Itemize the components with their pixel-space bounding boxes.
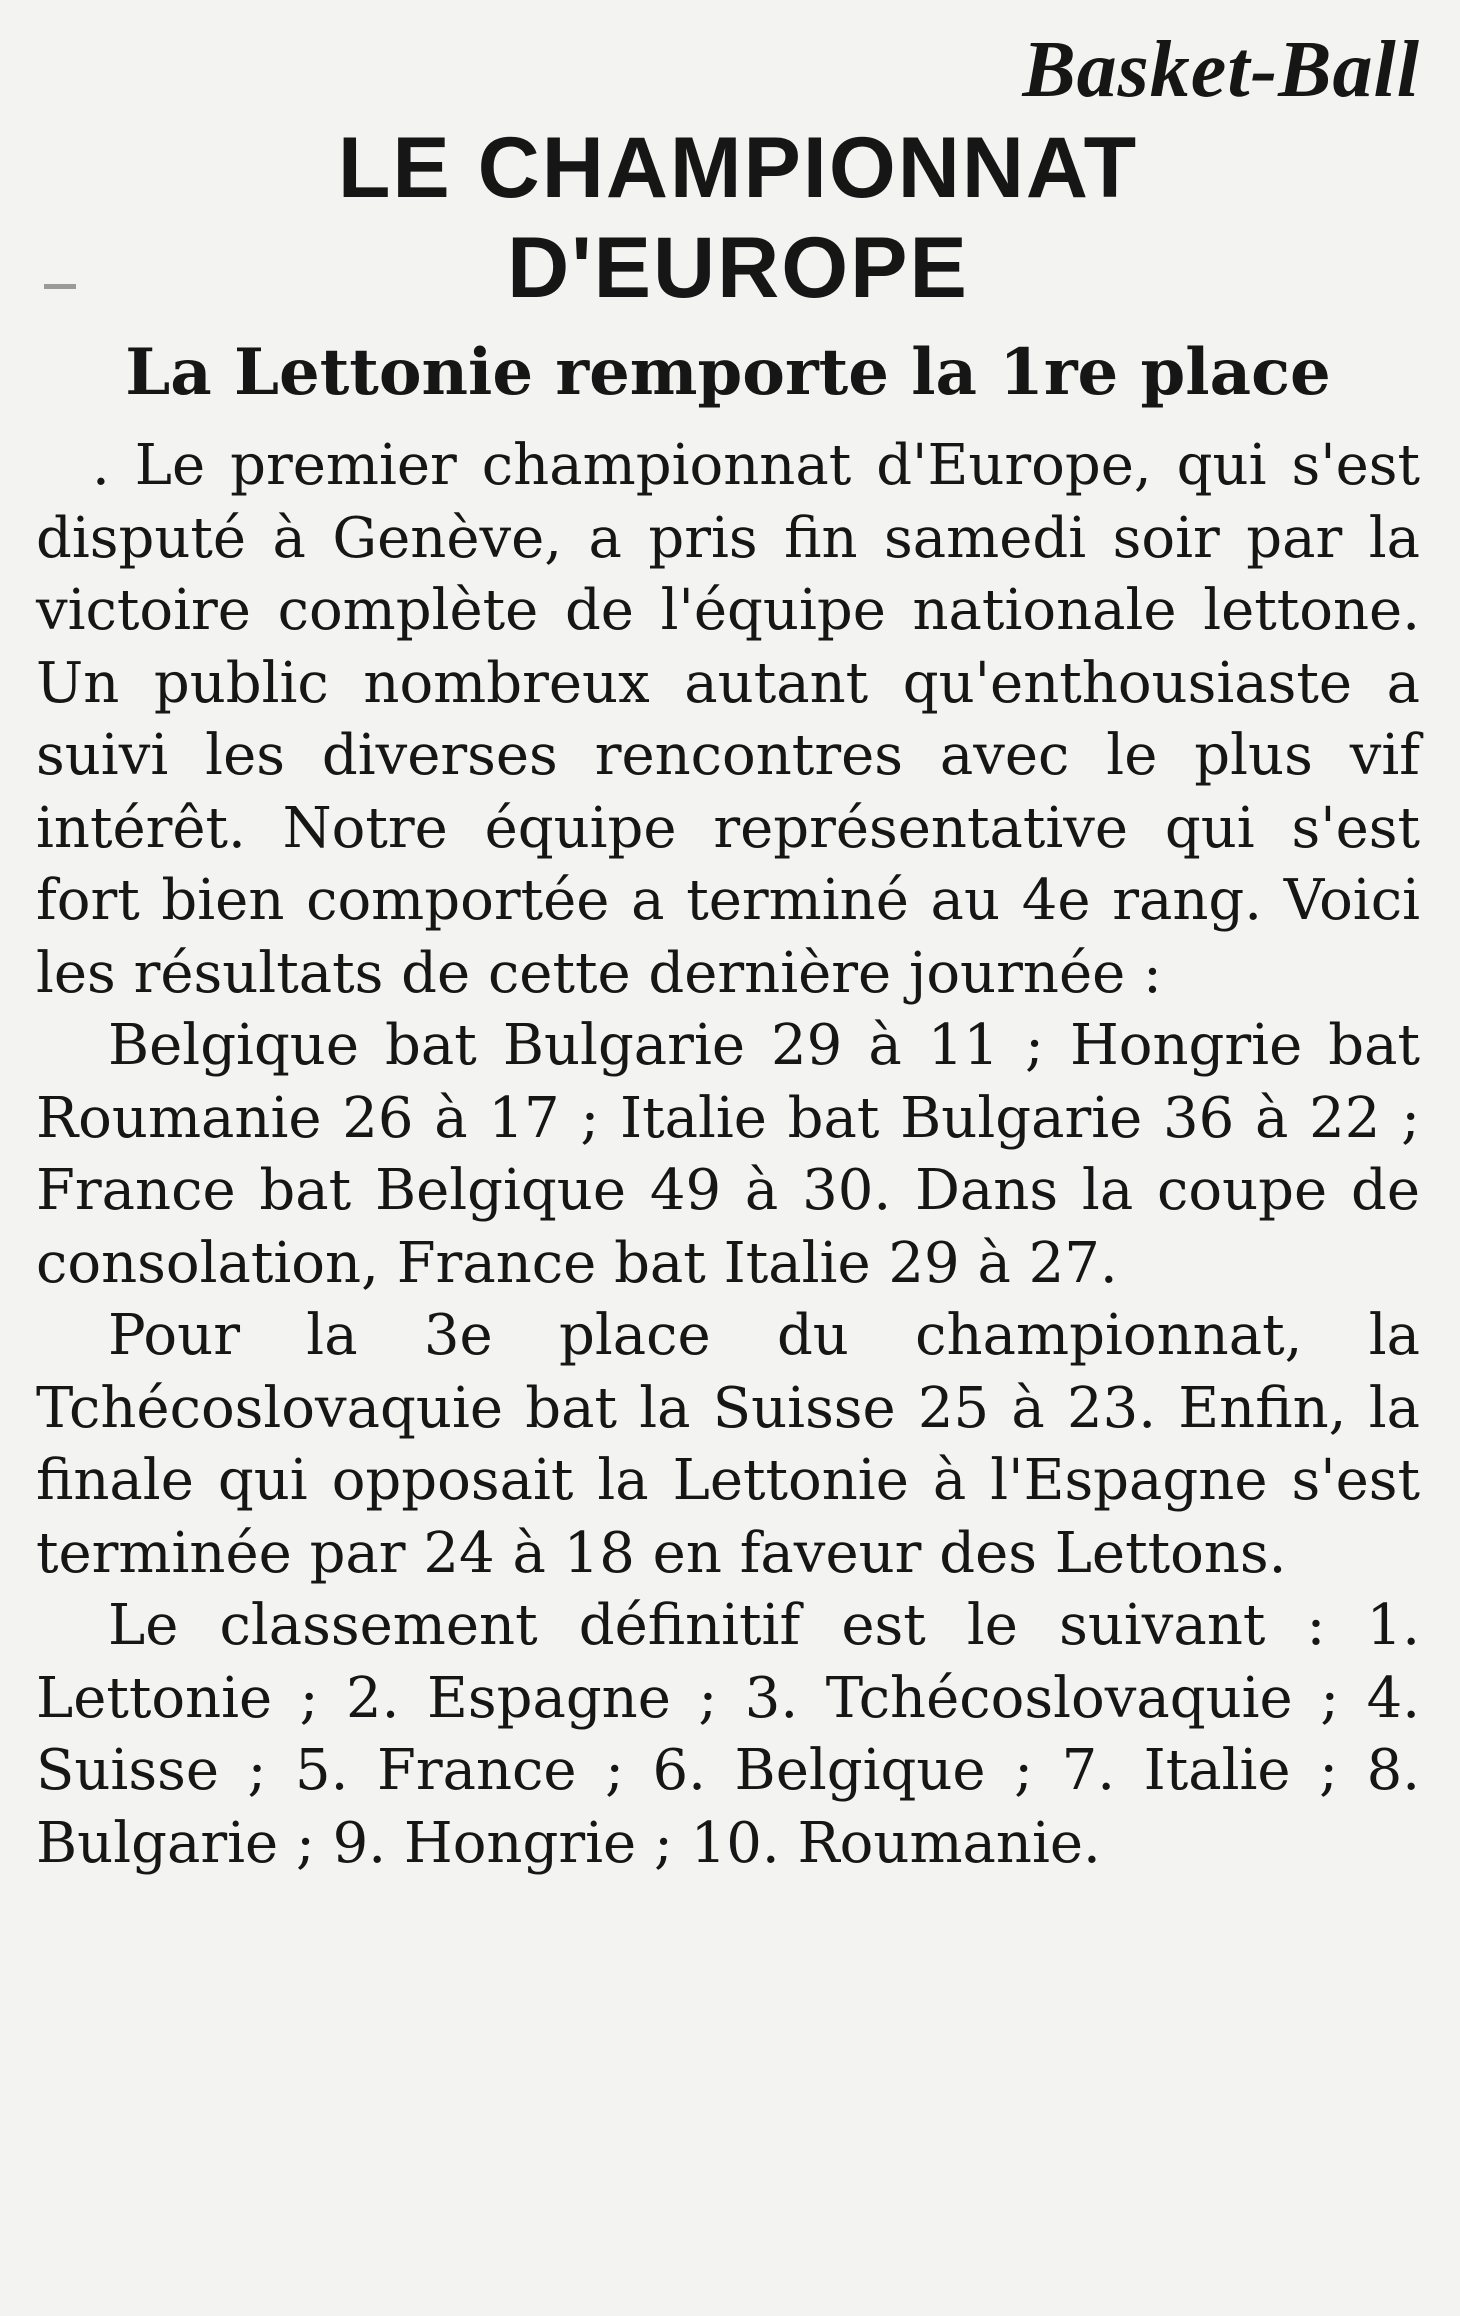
paragraph-final: Pour la 3e place du championnat, la Tchécoslovaquie bat la Suisse 25 à 23. Enfin, la finale qui opposait la Lettonie à l'Espagne s'est terminée par 24 à 18 en faveur des Lettons. [36,1303,1420,1586]
paragraph-results: Belgique bat Bulgarie 29 à 11 ; Hongrie bat Roumanie 26 à 17 ; Italie bat Bulgarie 36 à 22 ; France bat Belgique 49 à 30. Dans la coupe de consolation, France bat Italie 29 à 27. [36,1013,1420,1296]
headline [36,118,1420,318]
headline-line-1: LE CHAMPIONNAT [337,120,1139,216]
paragraph-intro: . Le premier championnat d'Europe, qui s'est disputé à Genève, a pris fin samedi soir par la victoire complète de l'équipe nationale lettone. Un public nombreux autant qu'enthousiaste a suivi les diverses rencontres avec le plus vif intérêt. Notre équipe représentative qui s'est fort bien comportée a terminé au 4e rang. Voici les résultats de cette dernière journée : [36,433,1420,1006]
headline-line-2: D'EUROPE [507,220,969,316]
paragraph-ranking: Le classement définitif est le suivant : 1. Lettonie ; 2. Espagne ; 3. Tchécoslovaquie ; 4. Suisse ; 5. France ; 6. Belgique ; 7. Italie ; 8. Bulgarie ; 9. Hongrie ; 10. Roumanie. [36,1593,1420,1876]
subheadline: La Lettonie remporte la 1re place [125,335,1331,410]
margin-dash-mark [44,284,76,289]
article-body [36,430,1420,1880]
section-rubric: Basket-Ball [1022,26,1420,114]
